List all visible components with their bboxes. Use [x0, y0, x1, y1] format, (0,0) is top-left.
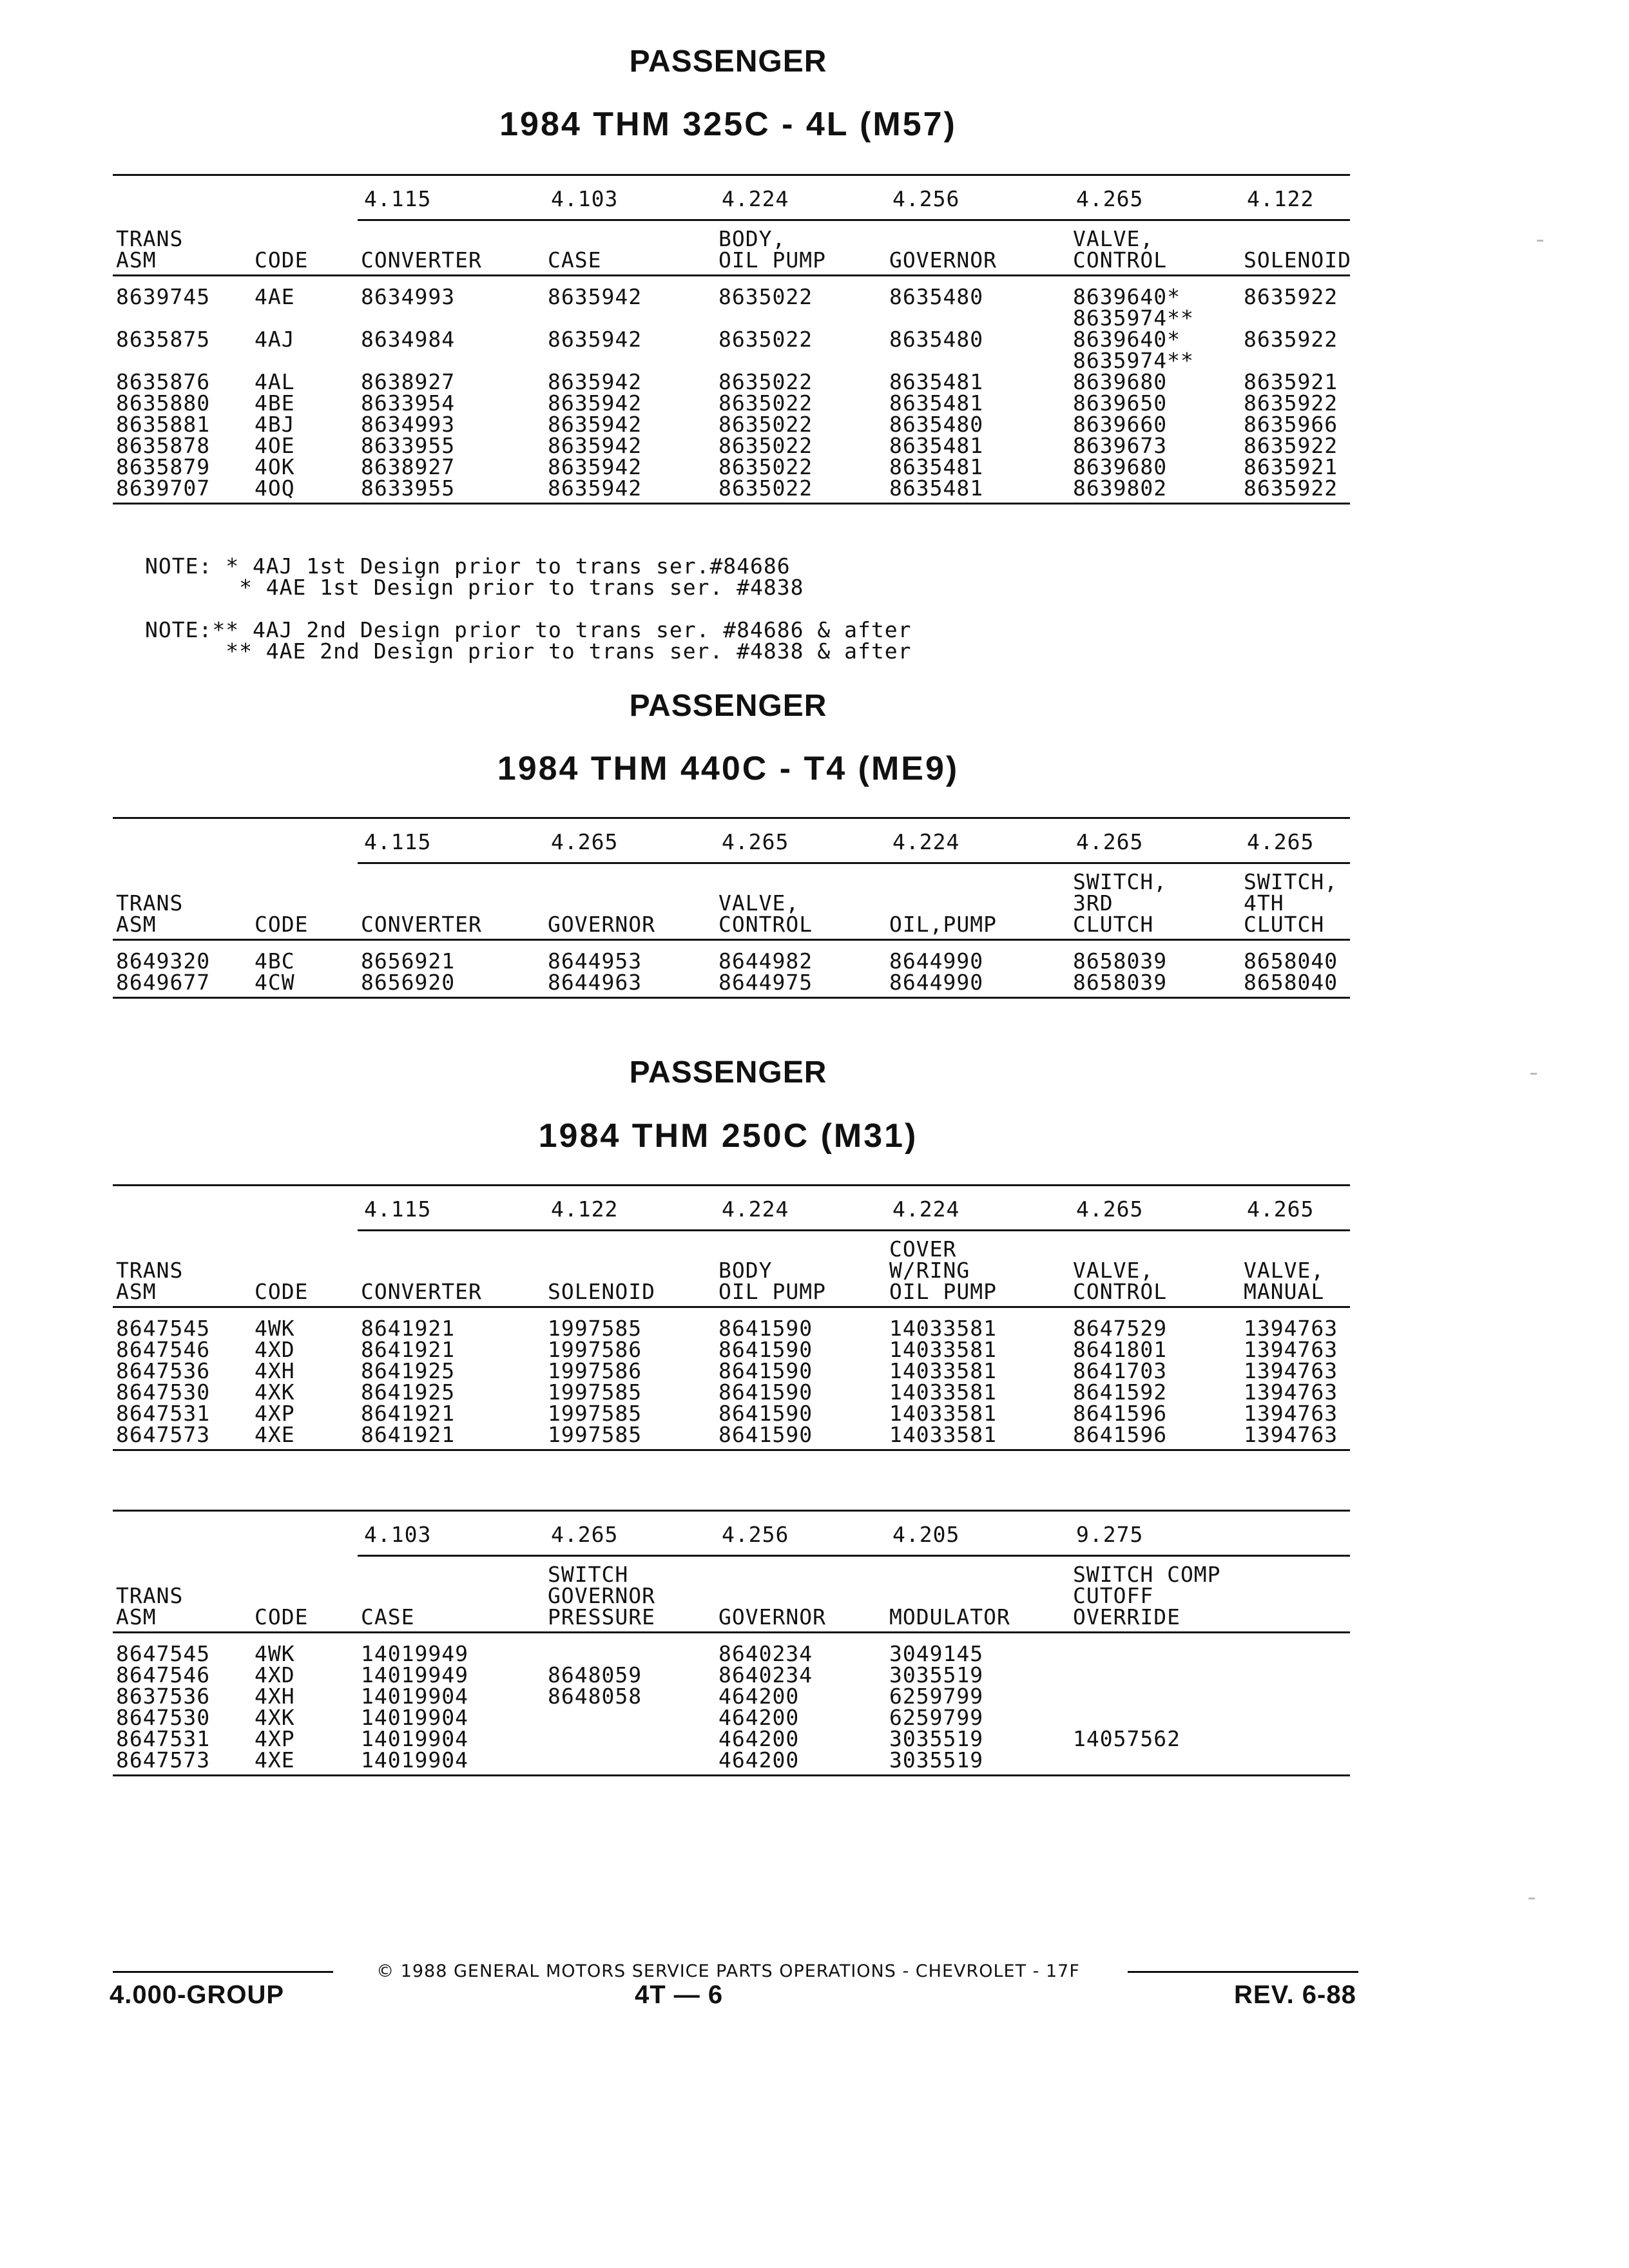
table-cell: 8635921 [1244, 369, 1338, 394]
table-cell: 8641703 [1073, 1358, 1168, 1383]
column-ref-number: 4.205 [892, 1522, 960, 1547]
table-cell: 8635942 [548, 476, 642, 501]
table-cell: 8635942 [548, 390, 642, 416]
table-cell: 8647530 [116, 1379, 211, 1405]
table-cell: 464200 [718, 1684, 800, 1709]
table-cell: 4XK [255, 1379, 295, 1405]
table-cell: 8644953 [548, 948, 642, 974]
footer-rule-right [1128, 1971, 1358, 1973]
table-cell: 8641590 [718, 1379, 813, 1405]
footer-revision: REV. 6-88 [1234, 1981, 1356, 2009]
column-ref-number: 4.265 [722, 829, 789, 854]
column-header: SWITCH, [1073, 869, 1168, 894]
column-header: OIL PUMP [718, 247, 826, 273]
table-cell: 8649677 [116, 970, 211, 995]
table-cell: 8641921 [361, 1337, 456, 1362]
table-cell: 8637536 [116, 1684, 211, 1709]
table-cell: 8641590 [718, 1358, 813, 1383]
table-cell: 3035519 [889, 1662, 984, 1687]
table-cell: 4XK [255, 1705, 295, 1730]
column-header: SWITCH COMP [1073, 1562, 1221, 1587]
table-cell: 8635022 [718, 433, 813, 458]
table-cell: 4XP [255, 1726, 295, 1751]
column-header: CLUTCH [1244, 912, 1325, 937]
table-cell: 8635480 [889, 412, 984, 437]
table-cell: 4WK [255, 1316, 295, 1341]
table-cell: 14033581 [889, 1358, 997, 1383]
table-cell: 4XE [255, 1747, 295, 1773]
table-cell: 4CW [255, 970, 295, 995]
table-cell: 8644990 [889, 948, 984, 974]
table-cell: 8638927 [361, 454, 456, 479]
table-bottom-rule [113, 1449, 1350, 1451]
column-header: CUTOFF [1073, 1583, 1154, 1608]
column-header: GOVERNOR [548, 912, 655, 937]
column-ref-number: 4.224 [722, 186, 789, 211]
table-cell: 8641596 [1073, 1401, 1168, 1426]
table-cell: 4OK [255, 454, 295, 479]
table-cell: 14019904 [361, 1726, 468, 1751]
footer-copyright: © 1988 GENERAL MOTORS SERVICE PARTS OPERATIONS - CHEVROLET - 17F [376, 1961, 1080, 1981]
table-cell: 8635922 [1244, 284, 1338, 309]
table-cell: 8635942 [548, 369, 642, 394]
table-cell: 8634993 [361, 412, 456, 437]
table-cell: 8635878 [116, 433, 211, 458]
column-header: VALVE, [1073, 1258, 1154, 1283]
table-cell: 8635922 [1244, 433, 1338, 458]
header-rule [113, 1306, 1350, 1308]
table-cell: 8639802 [1073, 476, 1168, 501]
table-cell: 8635922 [1244, 476, 1338, 501]
table-cell: 8641925 [361, 1358, 456, 1383]
table-top-rule [113, 1510, 1350, 1512]
table-cell: 8635022 [718, 369, 813, 394]
column-header: CODE [255, 1604, 309, 1629]
table-cell: 1394763 [1244, 1316, 1338, 1341]
column-header: CONVERTER [361, 912, 482, 937]
table-cell: 8641925 [361, 1379, 456, 1405]
column-header: GOVERNOR [718, 1604, 826, 1629]
column-header: OIL,PUMP [889, 912, 997, 937]
table-cell: 1394763 [1244, 1422, 1338, 1447]
table-cell: 8635942 [548, 433, 642, 458]
table-cell: 8638927 [361, 369, 456, 394]
table-cell: 8635942 [548, 412, 642, 437]
table-cell: 6259799 [889, 1684, 984, 1709]
table-cell: 8647573 [116, 1747, 211, 1773]
column-header: BODY [718, 1258, 773, 1283]
table-cell: 8635022 [718, 390, 813, 416]
table-cell: 8641590 [718, 1316, 813, 1341]
column-header: CONVERTER [361, 247, 482, 273]
table-cell: 464200 [718, 1747, 800, 1773]
table-cell: 4XD [255, 1337, 295, 1362]
footer-page-number: 4T — 6 [635, 1981, 724, 2009]
table-cell: 8648059 [548, 1662, 642, 1687]
column-ref-number: 4.256 [722, 1522, 789, 1547]
table-cell: 4XP [255, 1401, 295, 1426]
table-cell: 8639650 [1073, 390, 1168, 416]
table-cell: 8641801 [1073, 1337, 1168, 1362]
section-heading: PASSENGER [629, 44, 827, 79]
table-cell: 8641596 [1073, 1422, 1168, 1447]
table-cell: 3035519 [889, 1726, 984, 1751]
table-cell: 8641590 [718, 1401, 813, 1426]
column-ref-number: 4.265 [1247, 829, 1315, 854]
column-header: CONTROL [718, 912, 813, 937]
table-cell: 8639640* [1073, 327, 1181, 352]
table-cell: 4AJ [255, 327, 295, 352]
scan-speck [1528, 1898, 1535, 1899]
column-ref-number: 4.256 [892, 186, 960, 211]
table-top-rule [113, 1184, 1350, 1186]
column-ref-number: 4.115 [364, 1196, 432, 1222]
column-header: 4TH [1244, 890, 1284, 916]
column-header: GOVERNOR [889, 247, 997, 273]
footnote-line: ** 4AE 2nd Design prior to trans ser. #4838 & after [145, 639, 912, 664]
table-cell: 8634993 [361, 284, 456, 309]
column-header: CLUTCH [1073, 912, 1154, 937]
column-ref-number: 4.265 [551, 1522, 619, 1547]
table-cell: 4OQ [255, 476, 295, 501]
table-cell: 8635876 [116, 369, 211, 394]
table-cell: 8640234 [718, 1641, 813, 1666]
table-cell: 14019949 [361, 1641, 468, 1666]
column-header: ASM [116, 1604, 157, 1629]
column-ref-number: 4.224 [722, 1196, 789, 1222]
footnote-line: * 4AE 1st Design prior to trans ser. #4838 [145, 575, 804, 600]
footer-group: 4.000-GROUP [110, 1981, 285, 2009]
scan-speck [1530, 1073, 1537, 1075]
column-header: BODY, [718, 226, 786, 251]
table-cell: 14019904 [361, 1684, 468, 1709]
table-cell: 8635966 [1244, 412, 1338, 437]
section-title: 1984 THM 250C (M31) [538, 1117, 918, 1155]
ref-rule [358, 1555, 1350, 1557]
table-cell: 4XD [255, 1662, 295, 1687]
table-cell: 8647530 [116, 1705, 211, 1730]
column-header: TRANS [116, 1583, 184, 1608]
table-cell: 8649320 [116, 948, 211, 974]
table-cell: 8647536 [116, 1358, 211, 1383]
column-ref-number: 4.265 [1247, 1196, 1315, 1222]
table-cell: 14033581 [889, 1316, 997, 1341]
table-cell: 8639680 [1073, 454, 1168, 479]
table-cell: 1997585 [548, 1422, 642, 1447]
column-ref-number: 4.115 [364, 186, 432, 211]
column-ref-number: 4.122 [551, 1196, 619, 1222]
column-header: SOLENOID [1244, 247, 1351, 273]
column-header: 3RD [1073, 890, 1113, 916]
column-header: MANUAL [1244, 1279, 1325, 1304]
column-header: SOLENOID [548, 1279, 655, 1304]
table-cell: 464200 [718, 1705, 800, 1730]
column-header: VALVE, [1244, 1258, 1325, 1283]
header-rule [113, 274, 1350, 276]
table-cell: 8635022 [718, 412, 813, 437]
table-cell: 4XH [255, 1684, 295, 1709]
table-cell: 8658040 [1244, 970, 1338, 995]
column-header: TRANS [116, 226, 184, 251]
table-cell: 8644963 [548, 970, 642, 995]
table-cell: 8641592 [1073, 1379, 1168, 1405]
table-cell: 8647546 [116, 1337, 211, 1362]
column-ref-number: 4.224 [892, 1196, 960, 1222]
table-cell: 8647531 [116, 1401, 211, 1426]
scan-speck [1537, 240, 1543, 242]
table-cell: 1997585 [548, 1401, 642, 1426]
table-top-rule [113, 174, 1350, 176]
table-cell: 8633955 [361, 476, 456, 501]
table-cell: 1394763 [1244, 1379, 1338, 1405]
table-bottom-rule [113, 503, 1350, 505]
column-ref-number: 9.275 [1076, 1522, 1144, 1547]
column-header: SWITCH [548, 1562, 629, 1587]
table-cell: 14019949 [361, 1662, 468, 1687]
column-header: MODULATOR [889, 1604, 1010, 1629]
table-cell: 464200 [718, 1726, 800, 1751]
table-cell: 8635922 [1244, 390, 1338, 416]
table-cell: 14019904 [361, 1705, 468, 1730]
column-header: SWITCH, [1244, 869, 1338, 894]
table-cell: 4BC [255, 948, 295, 974]
table-cell: 8639660 [1073, 412, 1168, 437]
table-cell: 14019904 [361, 1747, 468, 1773]
table-cell: 8635942 [548, 327, 642, 352]
table-cell: 1997586 [548, 1358, 642, 1383]
table-cell: 4AL [255, 369, 295, 394]
table-cell: 8658039 [1073, 970, 1168, 995]
table-cell: 1997586 [548, 1337, 642, 1362]
column-ref-number: 4.122 [1247, 186, 1315, 211]
table-cell: 14057562 [1073, 1726, 1181, 1751]
table-cell: 4WK [255, 1641, 295, 1666]
table-cell: 8633955 [361, 433, 456, 458]
table-cell: 8647529 [1073, 1316, 1168, 1341]
table-cell: 8647545 [116, 1641, 211, 1666]
table-cell: 8635481 [889, 369, 984, 394]
table-cell: 3049145 [889, 1641, 984, 1666]
table-cell: 8635480 [889, 327, 984, 352]
column-ref-number: 4.103 [551, 186, 619, 211]
column-ref-number: 4.265 [551, 829, 619, 854]
table-cell: 8635974** [1073, 348, 1194, 373]
table-cell: 8647531 [116, 1726, 211, 1751]
section-title: 1984 THM 325C - 4L (M57) [499, 106, 957, 143]
table-cell: 8644990 [889, 970, 984, 995]
table-bottom-rule [113, 1774, 1350, 1776]
ref-rule [358, 219, 1350, 221]
header-rule [113, 1631, 1350, 1633]
table-cell: 8635974** [1073, 305, 1194, 331]
table-cell: 8640234 [718, 1662, 813, 1687]
table-cell: 4AE [255, 284, 295, 309]
table-cell: 1997585 [548, 1316, 642, 1341]
table-cell: 8648058 [548, 1684, 642, 1709]
table-cell: 8644975 [718, 970, 813, 995]
table-cell: 4OE [255, 433, 295, 458]
table-cell: 3035519 [889, 1747, 984, 1773]
table-bottom-rule [113, 997, 1350, 999]
table-cell: 8635942 [548, 454, 642, 479]
table-cell: 14033581 [889, 1337, 997, 1362]
column-ref-number: 4.103 [364, 1522, 432, 1547]
footnote-line: NOTE:** 4AJ 2nd Design prior to trans ser. #84686 & after [145, 617, 912, 642]
column-header: VALVE, [718, 890, 800, 916]
section-heading: PASSENGER [629, 689, 827, 723]
column-header: CODE [255, 1279, 309, 1304]
table-cell: 4XE [255, 1422, 295, 1447]
table-top-rule [113, 817, 1350, 819]
column-header: OIL PUMP [718, 1279, 826, 1304]
section-heading: PASSENGER [629, 1055, 827, 1090]
column-ref-number: 4.115 [364, 829, 432, 854]
table-cell: 8656921 [361, 948, 456, 974]
table-cell: 14033581 [889, 1401, 997, 1426]
header-rule [113, 939, 1350, 941]
table-cell: 8639640* [1073, 284, 1181, 309]
column-header: CASE [361, 1604, 415, 1629]
table-cell: 8635880 [116, 390, 211, 416]
table-cell: 8644982 [718, 948, 813, 974]
column-header: W/RING [889, 1258, 970, 1283]
table-cell: 8641921 [361, 1401, 456, 1426]
table-cell: 6259799 [889, 1705, 984, 1730]
table-cell: 8635922 [1244, 327, 1338, 352]
column-header: VALVE, [1073, 226, 1154, 251]
column-header: ASM [116, 247, 157, 273]
table-cell: 8633954 [361, 390, 456, 416]
table-cell: 8641590 [718, 1337, 813, 1362]
table-cell: 8641921 [361, 1316, 456, 1341]
column-header: TRANS [116, 890, 184, 916]
table-cell: 8635921 [1244, 454, 1338, 479]
table-cell: 8635480 [889, 284, 984, 309]
column-header: CONTROL [1073, 247, 1168, 273]
table-cell: 8656920 [361, 970, 456, 995]
table-cell: 1394763 [1244, 1337, 1338, 1362]
table-cell: 8641590 [718, 1422, 813, 1447]
table-cell: 1997585 [548, 1379, 642, 1405]
table-cell: 8635022 [718, 284, 813, 309]
column-ref-number: 4.265 [1076, 829, 1144, 854]
table-cell: 1394763 [1244, 1358, 1338, 1383]
column-header: CODE [255, 912, 309, 937]
table-cell: 8634984 [361, 327, 456, 352]
column-header: CASE [548, 247, 602, 273]
table-cell: 8639680 [1073, 369, 1168, 394]
column-ref-number: 4.265 [1076, 1196, 1144, 1222]
table-cell: 8635481 [889, 454, 984, 479]
table-cell: 8635481 [889, 390, 984, 416]
column-header: GOVERNOR [548, 1583, 655, 1608]
column-ref-number: 4.224 [892, 829, 960, 854]
column-header: CONTROL [1073, 1279, 1168, 1304]
column-header: CONVERTER [361, 1279, 482, 1304]
table-cell: 8639745 [116, 284, 211, 309]
footnote-line: NOTE: * 4AJ 1st Design prior to trans ser.#84686 [145, 553, 791, 579]
table-cell: 8658040 [1244, 948, 1338, 974]
table-cell: 8635875 [116, 327, 211, 352]
table-cell: 8647545 [116, 1316, 211, 1341]
column-header: OVERRIDE [1073, 1604, 1181, 1629]
table-cell: 8635942 [548, 284, 642, 309]
column-header: CODE [255, 247, 309, 273]
table-cell: 8635022 [718, 454, 813, 479]
table-cell: 8658039 [1073, 948, 1168, 974]
column-header: OIL PUMP [889, 1279, 997, 1304]
table-cell: 14033581 [889, 1379, 997, 1405]
column-header: TRANS [116, 1258, 184, 1283]
table-cell: 14033581 [889, 1422, 997, 1447]
table-cell: 8635481 [889, 433, 984, 458]
table-cell: 4BJ [255, 412, 295, 437]
column-header: PRESSURE [548, 1604, 655, 1629]
column-header: ASM [116, 1279, 157, 1304]
table-cell: 8639673 [1073, 433, 1168, 458]
table-cell: 8635881 [116, 412, 211, 437]
ref-rule [358, 862, 1350, 864]
table-cell: 8635022 [718, 476, 813, 501]
column-ref-number: 4.265 [1076, 186, 1144, 211]
table-cell: 8639707 [116, 476, 211, 501]
table-cell: 4XH [255, 1358, 295, 1383]
table-cell: 1394763 [1244, 1401, 1338, 1426]
column-header: ASM [116, 912, 157, 937]
table-cell: 8647573 [116, 1422, 211, 1447]
table-cell: 8635481 [889, 476, 984, 501]
table-cell: 8641921 [361, 1422, 456, 1447]
ref-rule [358, 1229, 1350, 1231]
table-cell: 8635022 [718, 327, 813, 352]
table-cell: 8647546 [116, 1662, 211, 1687]
section-title: 1984 THM 440C - T4 (ME9) [497, 750, 959, 787]
table-cell: 8635879 [116, 454, 211, 479]
column-header: COVER [889, 1236, 957, 1262]
table-cell: 4BE [255, 390, 295, 416]
